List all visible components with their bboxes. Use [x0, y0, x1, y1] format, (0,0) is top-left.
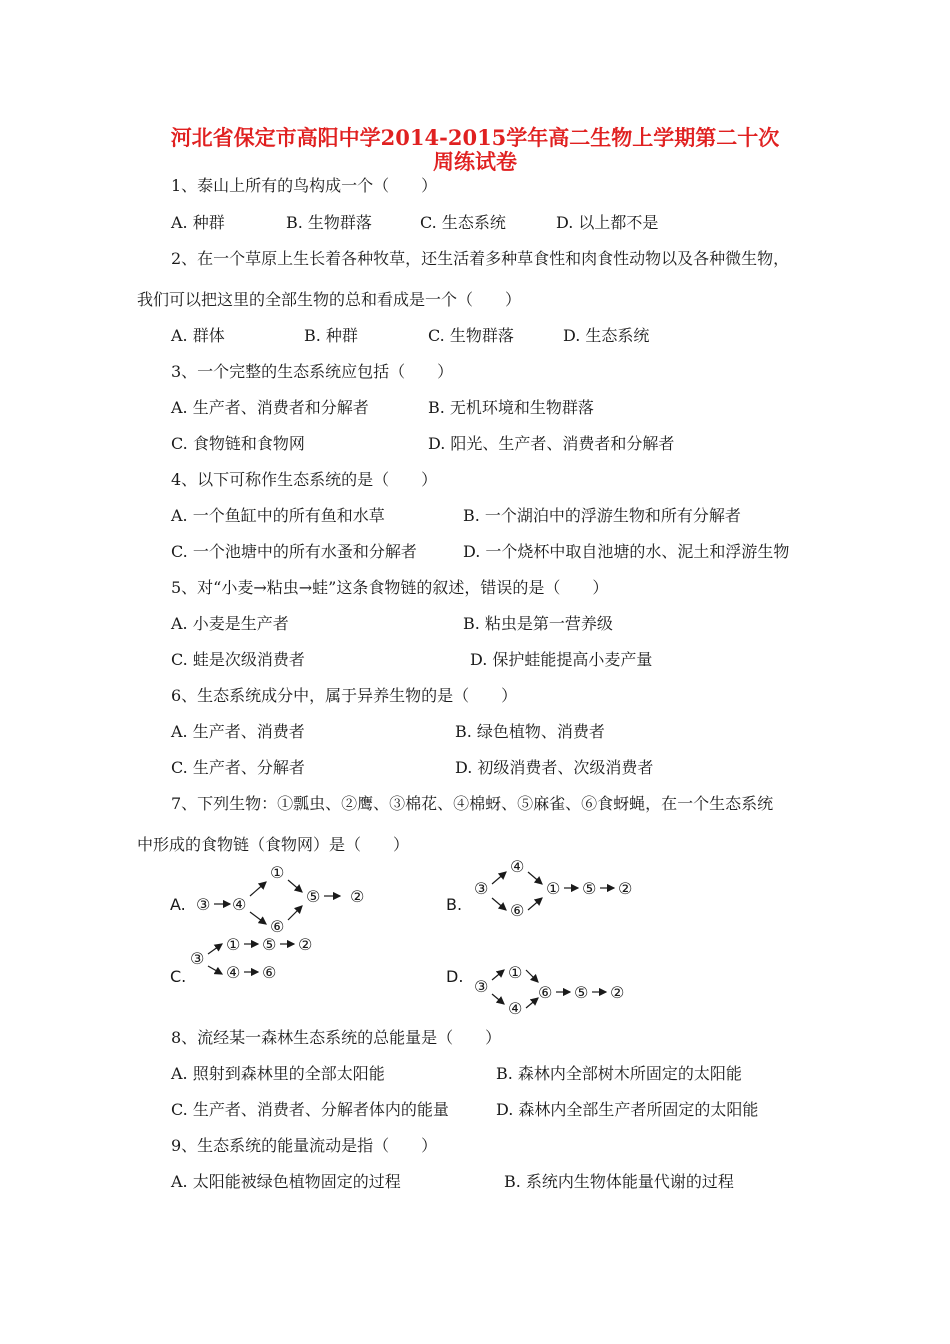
q6-option-c: C. 生产者、分解者 — [171, 758, 305, 777]
q7-d-node-3: ③ — [474, 977, 489, 996]
q7-b-node-1: ① — [546, 879, 561, 898]
q7-c-node-2: ② — [298, 935, 313, 954]
q7-c-node-4: ④ — [226, 963, 241, 982]
q2-option-c: C. 生物群落 — [428, 326, 514, 345]
q7-b-node-5: ⑤ — [582, 879, 597, 898]
q7-d-node-6: ⑥ — [538, 983, 553, 1002]
q7-stem-line-1: 7、下列生物：①瓢虫、②鹰、③棉花、④棉蚜、⑤麻雀、⑥食蚜蝇，在一个生态系统 — [171, 794, 774, 813]
q4-option-c: C. 一个池塘中的所有水蚤和分解者 — [171, 542, 417, 561]
q9-option-b: B. 系统内生物体能量代谢的过程 — [504, 1172, 734, 1191]
q3-option-d: D. 阳光、生产者、消费者和分解者 — [428, 434, 675, 453]
q2-option-a: A. 群体 — [171, 326, 225, 345]
q8-option-b: B. 森林内全部树木所固定的太阳能 — [496, 1064, 742, 1083]
q2-stem-line-1: 2、在一个草原上生长着各种牧草，还生活着多种草食性和肉食性动物以及各种微生物， — [171, 249, 790, 268]
q5-option-d: D. 保护蛙能提高小麦产量 — [470, 650, 653, 669]
q7-a-node-5: ⑤ — [306, 887, 321, 906]
q6-option-b: B. 绿色植物、消费者 — [455, 722, 605, 741]
q8-stem: 8、流经某一森林生态系统的总能量是（ ） — [171, 1028, 502, 1047]
q1-option-a: A. 种群 — [171, 213, 225, 232]
q7-a-node-6: ⑥ — [270, 917, 285, 936]
q5-option-b: B. 粘虫是第一营养级 — [463, 614, 613, 633]
q1-option-d: D. 以上都不是 — [556, 213, 659, 232]
q1-stem: 1、泰山上所有的鸟构成一个（ ） — [171, 176, 438, 195]
q7-b-node-3: ③ — [474, 879, 489, 898]
q7-b-node-4: ④ — [510, 858, 525, 876]
q2-option-b: B. 种群 — [304, 326, 358, 345]
q7-d-node-1: ① — [508, 963, 523, 982]
q7-food-web-diagrams — [160, 858, 680, 1028]
q9-stem: 9、生态系统的能量流动是指（ ） — [171, 1136, 438, 1155]
q7-d-label: D. — [446, 967, 464, 986]
q8-option-a: A. 照射到森林里的全部太阳能 — [171, 1064, 385, 1083]
q7-c-label: C. — [170, 967, 187, 986]
q5-option-a: A. 小麦是生产者 — [171, 614, 289, 633]
q3-option-b: B. 无机环境和生物群落 — [428, 398, 594, 417]
q7-a-node-4: ④ — [232, 895, 247, 914]
q1-option-c: C. 生态系统 — [420, 213, 506, 232]
q4-option-b: B. 一个湖泊中的浮游生物和所有分解者 — [463, 506, 741, 525]
q7-c-node-5: ⑤ — [262, 935, 277, 954]
q1-option-b: B. 生物群落 — [286, 213, 372, 232]
q7-b-node-6: ⑥ — [510, 901, 525, 920]
q3-option-c: C. 食物链和食物网 — [171, 434, 305, 453]
q8-option-c: C. 生产者、消费者、分解者体内的能量 — [171, 1100, 449, 1119]
q6-option-a: A. 生产者、消费者 — [171, 722, 305, 741]
q5-stem: 5、对“小麦→粘虫→蛙”这条食物链的叙述，错误的是（ ） — [171, 578, 609, 597]
q7-b-node-2: ② — [618, 879, 633, 898]
q7-a-node-3: ③ — [196, 895, 211, 914]
q7-a-node-1: ① — [270, 863, 285, 882]
q2-stem-line-2: 我们可以把这里的全部生物的总和看成是一个（ ） — [137, 290, 522, 309]
q7-c-node-6: ⑥ — [262, 963, 277, 982]
q7-a-label: A. — [170, 895, 186, 914]
q4-stem: 4、以下可称作生态系统的是（ ） — [171, 470, 438, 489]
q4-option-d: D. 一个烧杯中取自池塘的水、泥土和浮游生物 — [463, 542, 790, 561]
q3-option-a: A. 生产者、消费者和分解者 — [171, 398, 369, 417]
q3-stem: 3、一个完整的生态系统应包括（ ） — [171, 362, 454, 381]
q4-option-a: A. 一个鱼缸中的所有鱼和水草 — [171, 506, 385, 525]
q2-option-d: D. 生态系统 — [563, 326, 650, 345]
q5-option-c: C. 蛙是次级消费者 — [171, 650, 305, 669]
q7-a-node-2: ② — [350, 887, 365, 906]
q7-c-node-1: ① — [226, 935, 241, 954]
q7-b-label: B. — [446, 895, 463, 914]
q7-stem-line-2: 中形成的食物链（食物网）是（ ） — [137, 835, 410, 854]
q6-stem: 6、生态系统成分中，属于异养生物的是（ ） — [171, 686, 518, 705]
q7-d-node-5: ⑤ — [574, 983, 589, 1002]
q6-option-d: D. 初级消费者、次级消费者 — [455, 758, 654, 777]
title-line-2: 周练试卷 — [433, 149, 517, 174]
q7-d-node-4: ④ — [508, 999, 523, 1018]
title-line-1: 河北省保定市高阳中学2014-2015学年高二生物上学期第二十次 — [170, 125, 780, 150]
q8-option-d: D. 森林内全部生产者所固定的太阳能 — [496, 1100, 759, 1119]
q7-d-node-2: ② — [610, 983, 625, 1002]
q9-option-a: A. 太阳能被绿色植物固定的过程 — [171, 1172, 401, 1191]
q7-c-node-3: ③ — [190, 949, 205, 968]
